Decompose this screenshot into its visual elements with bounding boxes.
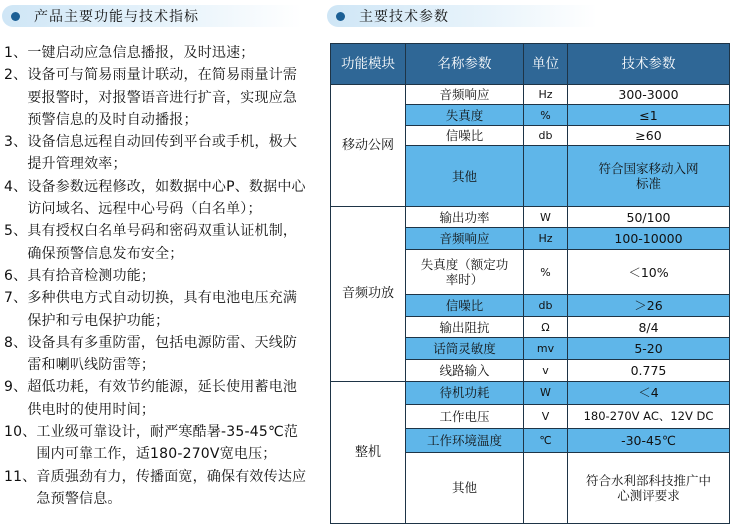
list-item [4,64,308,131]
param-value: 100-10000 [568,228,730,250]
item-text: 多种供电方式自动切换，具有电池电压充满保护和亏电保护功能； [27,290,298,329]
list-item [4,466,308,511]
param-name: 音频响应 [406,85,524,105]
param-unit: Ω [524,316,568,338]
list-item [4,42,308,64]
group-label: 整机 [331,381,406,523]
list-item [4,332,308,377]
spec-table [330,43,730,524]
param-value: ＜4 [568,381,730,405]
list-item [4,265,308,287]
list-item [4,131,308,176]
param-name: 工作电压 [406,405,524,429]
column-header: 技术参数 [568,44,730,85]
param-unit: db [524,125,568,145]
item-number: 5、 [4,223,28,240]
features-section-header [2,5,302,27]
item-text: 设备信息远程自动回传到平台或手机，极大提升管理效率； [27,134,298,173]
param-name: 工作环境温度 [406,428,524,452]
item-text: 一键启动应急信息播报，及时迅速； [27,45,255,61]
group-label: 音频功放 [331,206,406,381]
param-unit [524,146,568,206]
item-text: 设备具有多重防雷，包括电源防雷、天线防雷和喇叭线防雷等； [27,334,298,374]
item-number: 7、 [4,290,28,307]
specs-section-title: 主要技术参数 [359,9,449,25]
param-unit: V [524,405,568,429]
item-number: 1、 [4,45,28,61]
param-unit: % [524,105,568,125]
param-name: 失真度 [406,105,524,125]
list-item [4,220,308,265]
table-row [331,85,730,105]
param-name: 其他 [406,452,524,523]
table-row [331,206,730,228]
param-unit: Hz [524,85,568,105]
param-value: ＞26 [568,295,730,317]
column-header: 单位 [524,44,568,85]
param-name: 输出功率 [406,206,524,228]
item-number: 8、 [4,334,28,351]
param-value: 符合国家移动入网标准 [568,146,730,206]
param-unit: db [524,295,568,317]
column-header: 功能模块 [331,44,406,85]
param-name: 话筒灵敏度 [406,338,524,360]
list-item [4,287,308,332]
list-item [4,421,308,466]
item-number: 10、 [4,424,37,441]
param-value: 8/4 [568,316,730,338]
feature-list [4,42,308,510]
param-value: 50/100 [568,206,730,228]
item-number: 3、 [4,134,28,151]
item-number: 2、 [4,67,28,84]
param-name: 输出阻抗 [406,316,524,338]
param-unit: W [524,381,568,405]
param-name: 信噪比 [406,125,524,145]
item-text: 设备参数远程修改，如数据中心P、数据中心访问域名、远程中心号码（白名单）； [27,178,306,218]
param-value: -30-45℃ [568,428,730,452]
param-unit: v [524,359,568,381]
param-value: ≤1 [568,105,730,125]
item-text: 工业级可靠设计，耐严寒酷暑-35-45℃范围内可靠工作，适180-270V宽电压； [36,424,299,463]
param-value: 符合水利部科技推广中心测评要求 [568,452,730,523]
item-text: 具有授权白名单号码和密码双重认证机制，确保预警信息发布安全； [27,223,298,262]
param-unit: Hz [524,228,568,250]
item-text: 具有拾音检测功能； [27,267,156,284]
param-name: 待机功耗 [406,381,524,405]
list-item [4,176,308,221]
param-name: 线路输入 [406,359,524,381]
item-number: 9、 [4,379,28,396]
item-number: 4、 [4,178,28,195]
param-unit: mv [524,338,568,360]
param-name: 失真度（额定功率时） [406,249,524,294]
table-header-row [331,44,730,85]
param-name: 信噪比 [406,295,524,317]
item-number: 6、 [4,267,28,284]
column-header: 名称参数 [406,44,524,85]
param-value: 5-20 [568,338,730,360]
list-item [4,376,308,421]
item-text: 设备可与简易雨量计联动，在简易雨量计需要报警时，对报警语音进行扩音，实现应急预警信息的及时自动播报； [27,67,298,128]
param-value: 0.775 [568,359,730,381]
param-value: ≥60 [568,125,730,145]
features-section-title: 产品主要功能与技术指标 [34,9,199,25]
param-value: 180-270V AC、12V DC [568,405,730,429]
param-unit: W [524,206,568,228]
param-value: 300-3000 [568,85,730,105]
item-number: 11、 [4,468,37,485]
param-name: 音频响应 [406,228,524,250]
param-name: 其他 [406,146,524,206]
param-unit: ℃ [524,428,568,452]
specs-section-header [327,5,597,27]
item-text: 超低功耗，有效节约能源，延长使用蓄电池供电时的使用时间； [27,379,298,418]
table-row [331,381,730,405]
item-text: 音质强劲有力，传播面宽，确保有效传达应急预警信息。 [36,468,307,507]
group-label: 移动公网 [331,85,406,207]
bullet-dot-icon [336,12,345,21]
bullet-dot-icon [11,12,20,21]
param-unit [524,452,568,523]
param-value: ＜10% [568,249,730,294]
param-unit: % [524,249,568,294]
